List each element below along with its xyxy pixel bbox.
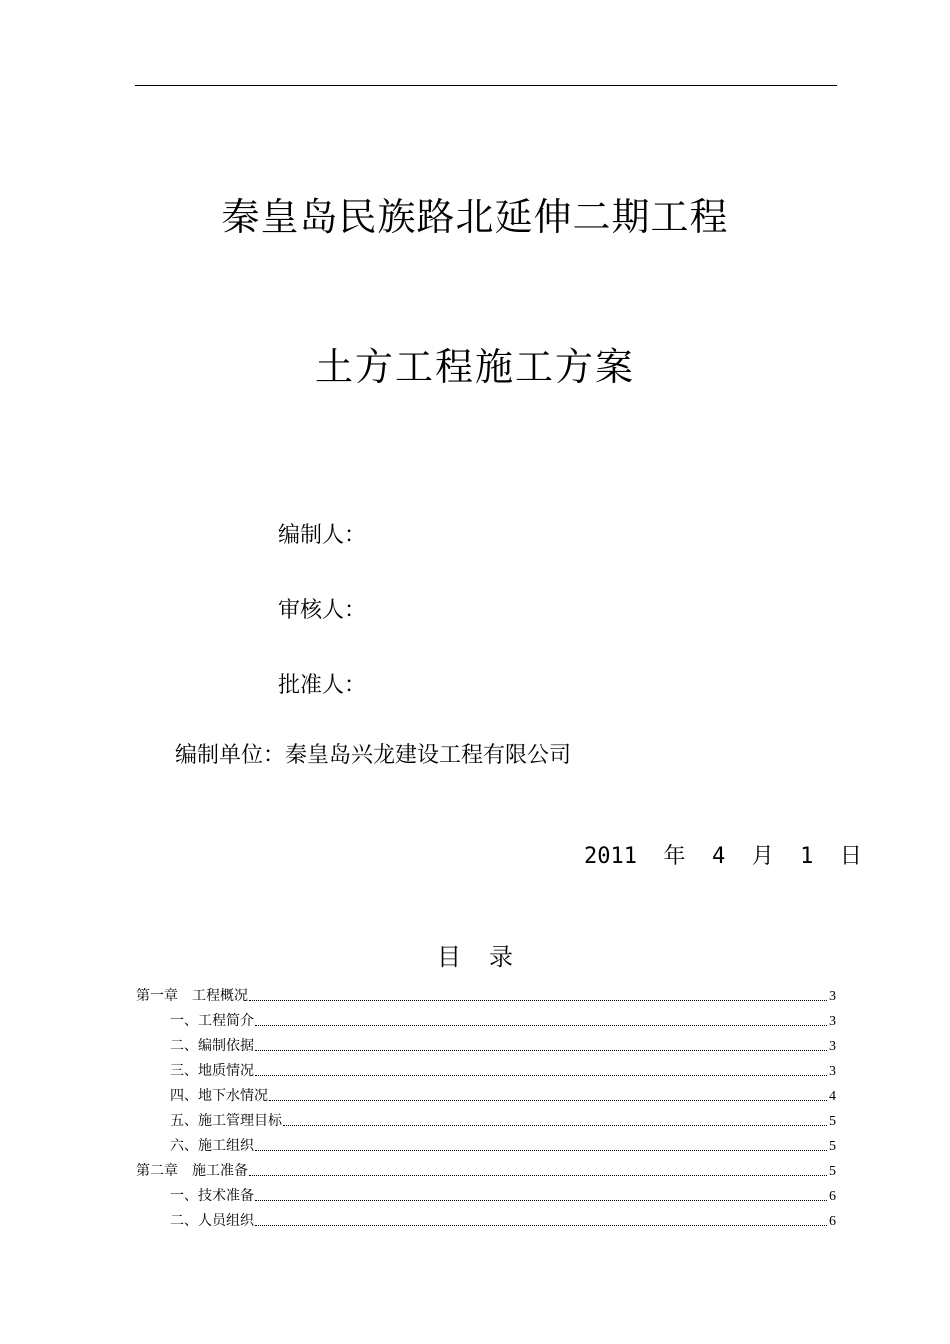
toc-entry[interactable] bbox=[136, 1180, 836, 1205]
toc-entry-page: 3 bbox=[829, 1014, 836, 1029]
toc-entry[interactable] bbox=[136, 1030, 836, 1055]
toc-entry[interactable] bbox=[136, 1130, 836, 1155]
toc-entry-page: 5 bbox=[829, 1139, 836, 1154]
toc-leader-dots bbox=[255, 1075, 827, 1076]
document-date: 2011 年 4 月 1 日 bbox=[584, 844, 862, 869]
compiler-label: 编制人： bbox=[278, 523, 367, 548]
reviewer-label: 审核人： bbox=[278, 598, 367, 623]
toc-entry[interactable] bbox=[136, 980, 836, 1005]
toc-leader-dots bbox=[255, 1200, 827, 1201]
toc-leader-dots bbox=[255, 1225, 827, 1226]
document-title-line2: 土方工程施工方案 bbox=[314, 345, 635, 389]
toc-entry-text: 六、施工组织 bbox=[170, 1139, 254, 1154]
approver-label: 批准人： bbox=[278, 673, 367, 698]
toc-leader-dots bbox=[255, 1150, 827, 1151]
toc-entry-page: 6 bbox=[829, 1189, 836, 1204]
toc-entry-text: 二、编制依据 bbox=[170, 1039, 254, 1054]
toc-title: 目录 bbox=[437, 943, 541, 971]
toc-entry[interactable] bbox=[136, 1155, 836, 1180]
toc-leader-dots bbox=[255, 1050, 827, 1051]
toc-entry-page: 5 bbox=[829, 1114, 836, 1129]
header-rule bbox=[135, 85, 837, 86]
toc-entry-page: 3 bbox=[829, 989, 836, 1004]
toc-entry-text: 第一章 工程概况 bbox=[136, 989, 248, 1004]
toc-leader-dots bbox=[249, 1175, 827, 1176]
toc-entry-page: 6 bbox=[829, 1214, 836, 1229]
toc-entry-page: 5 bbox=[829, 1164, 836, 1179]
toc-entry-text: 一、工程简介 bbox=[170, 1014, 254, 1029]
document-title-line1: 秦皇岛民族路北延伸二期工程 bbox=[221, 195, 729, 239]
toc-entry-text: 一、技术准备 bbox=[170, 1189, 254, 1204]
toc-entry-text: 第二章 施工准备 bbox=[136, 1164, 248, 1179]
compiling-unit: 编制单位：秦皇岛兴龙建设工程有限公司 bbox=[175, 743, 572, 768]
toc-leader-dots bbox=[255, 1025, 827, 1026]
toc-entry[interactable] bbox=[136, 1005, 836, 1030]
toc-leader-dots bbox=[249, 1000, 827, 1001]
toc-entry-page: 3 bbox=[829, 1064, 836, 1079]
toc-entry[interactable] bbox=[136, 1105, 836, 1130]
toc-entry-text: 二、人员组织 bbox=[170, 1214, 254, 1229]
toc-entry-text: 四、地下水情况 bbox=[170, 1089, 268, 1104]
toc-entry-page: 4 bbox=[829, 1089, 836, 1104]
table-of-contents bbox=[136, 980, 836, 1230]
toc-entry[interactable] bbox=[136, 1080, 836, 1105]
toc-entry-page: 3 bbox=[829, 1039, 836, 1054]
toc-entry[interactable] bbox=[136, 1055, 836, 1080]
toc-leader-dots bbox=[269, 1100, 827, 1101]
toc-entry[interactable] bbox=[136, 1205, 836, 1230]
toc-leader-dots bbox=[283, 1125, 827, 1126]
toc-entry-text: 五、施工管理目标 bbox=[170, 1114, 282, 1129]
toc-entry-text: 三、地质情况 bbox=[170, 1064, 254, 1079]
